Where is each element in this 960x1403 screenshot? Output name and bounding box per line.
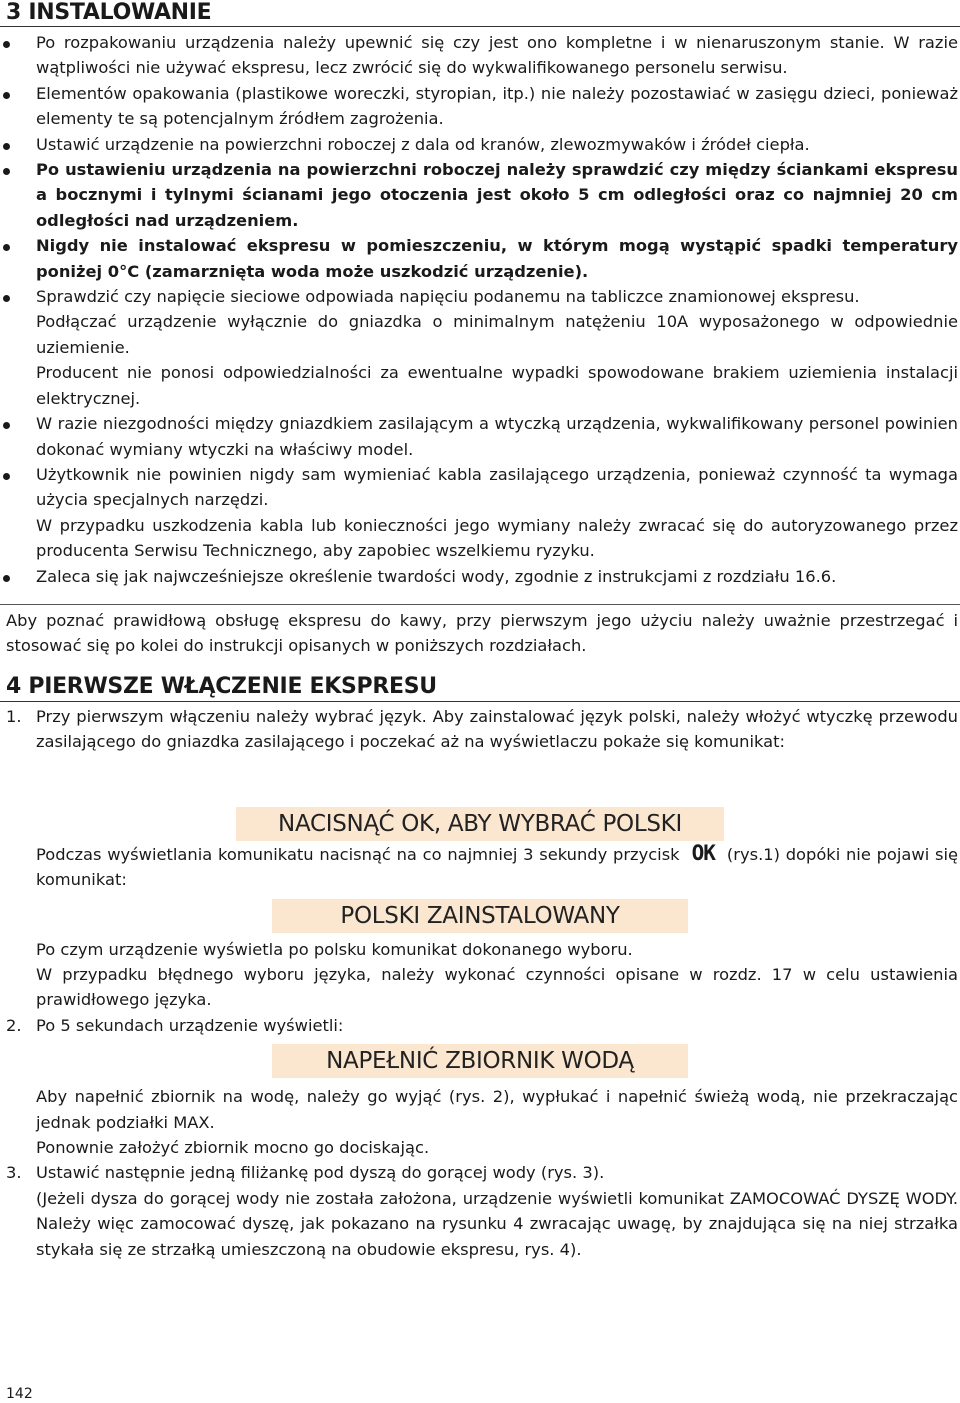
bullet-icon xyxy=(3,41,10,48)
bullet-icon xyxy=(3,244,10,251)
step-number: 1. xyxy=(6,707,22,726)
list-item-continuation: Podłączać urządzenie wyłącznie do gniazdka o minimalnym natężeniu 10A wyposażonego w odpowiednie uziemienie. xyxy=(36,312,958,357)
step-2: 2. Po 5 sekundach urządzenie wyświetli: NAPEŁNIĆ ZBIORNIK WODĄ Aby napełnić zbiornik na wodę, należy go wyjąć (rys. 2), wypłukać i napełnić świeżą wodą, nie przekraczając jednak podziałki MAX. Ponownie założyć zbiornik mocno go dociskając. xyxy=(0,1013,960,1161)
list-item-continuation: W przypadku uszkodzenia kabla lub konieczności jego wymiany należy zwracać się do autoryzowanego przez producenta Serwisu Technicznego, aby zapobiec wszelkiemu ryzyku. xyxy=(36,515,958,561)
bullet-icon xyxy=(3,143,10,150)
installation-list xyxy=(0,30,960,589)
intro-paragraph: Aby poznać prawidłową obsługę ekspresu do kawy, przy pierwszym jego użyciu należy uważnie przestrzegać i stosować się po kolei do instrukcji opisanych w poniższych rozdziałach. xyxy=(6,611,958,656)
step-text: Po czym urządzenie wyświetla po polsku komunikat dokonanego wyboru. xyxy=(36,939,633,959)
bullet-icon xyxy=(3,473,10,480)
list-item: Użytkownik nie powinien nigdy sam wymieniać kabla zasilającego urządzenia, ponieważ czynność ta wymaga użycia specjalnych narzędzi. W przypadku uszkodzenia kabla lub konieczności jego wymiany należy zwracać się do autoryzowanego przez producenta Serwisu Technicznego, aby zapobiec wszelkiemu ryzyku. xyxy=(0,462,960,564)
list-item: Ustawić urządzenie na powierzchni roboczej z dala od kranów, zlewozmywaków i źródeł ciepła. xyxy=(0,132,960,157)
step-text: Aby napełnić zbiornik na wodę, należy go wyjąć (rys. 2), wypłukać i napełnić świeżą wodą, nie przekraczając jednak podziałki MAX. xyxy=(36,1087,958,1132)
section-3-title: 3 INSTALOWANIE xyxy=(6,0,212,25)
step-3: 3. Ustawić następnie jedną filiżankę pod dyszą do gorącej wody (rys. 3). (Jeżeli dysza do gorącej wody nie została założona, urządzenie wyświetli komunikat ZAMOCOWAĆ DYSZĘ WODY. Należy więc zamocować dyszę, jak pokazano na rysunku 4 zwracając uwagę, by znajdująca się na niej strzałka stykała się ze strzałką umieszczoną na obudowie ekspresu, rys. 4). xyxy=(0,1160,960,1262)
bullet-icon xyxy=(3,168,10,175)
list-item: Sprawdzić czy napięcie sieciowe odpowiada napięciu podanemu na tabliczce znamionowej ekspresu. Podłączać urządzenie wyłącznie do gniazdka o minimalnym natężeniu 10A wyposażonego w odpowiednie uziemienie. Producent nie ponosi odpowiedzialności za ewentualne wypadki spowodowane brakiem uziemienia instalacji elektrycznej. xyxy=(0,284,960,411)
bullet-icon xyxy=(3,92,10,99)
step-1: 1. Przy pierwszym włączeniu należy wybrać język. Aby zainstalować język polski, należy włożyć wtyczkę przewodu zasilającego do gniazdka zasilającego i poczekać aż na wyświetlaczu pokaże się komunikat: NACISNĄĆ OK, ABY WYBRAĆ POLSKI Podczas wyświetlania komunikatu nacisnąć na co najmniej 3 sekundy przycisk OK (rys.1) dopóki nie pojawi się komunikat: POLSKI ZAINSTALOWANY Po czym urządzenie wyświetla po polsku komunikat dokonanego wyboru. W przypadku błędnego wyboru języka, należy wykonać czynności opisane w rozdz. 17 w celu ustawienia prawidłowego języka. xyxy=(0,704,960,1013)
first-start-steps xyxy=(0,704,960,1262)
bullet-icon xyxy=(3,295,10,302)
page-number: 142 xyxy=(6,1386,33,1402)
list-item: Nigdy nie instalować ekspresu w pomieszczeniu, w którym mogą wystąpić spadki temperatury poniżej 0°C (zamarznięta woda może uszkodzić urządzenie). xyxy=(0,233,960,284)
step-number: 3. xyxy=(6,1163,22,1183)
separator-rule xyxy=(0,604,960,605)
display-message-select-polish: NACISNĄĆ OK, ABY WYBRAĆ POLSKI xyxy=(236,807,724,841)
step-text: (Jeżeli dysza do gorącej wody nie została założona, urządzenie wyświetli komunikat ZAMOCOWAĆ DYSZĘ WODY. Należy więc zamocować dyszę, jak pokazano na rysunku 4 zwracając uwagę, by znajdująca się na niej strzałka stykała się ze strzałką umieszczoną na obudowie ekspresu, rys. 4). xyxy=(36,1188,958,1259)
step-number: 2. xyxy=(6,1015,22,1035)
display-message-polish-installed: POLSKI ZAINSTALOWANY xyxy=(272,899,688,933)
list-item: Zaleca się jak najwcześniejsze określenie twardości wody, zgodnie z instrukcjami z rozdziału 16.6. xyxy=(0,564,960,589)
list-item: Elementów opakowania (plastikowe woreczki, styropian, itp.) nie należy pozostawiać w zasięgu dzieci, ponieważ elementy te są potencjalnym źródłem zagrożenia. xyxy=(0,81,960,132)
list-item-continuation: Producent nie ponosi odpowiedzialności za ewentualne wypadki spowodowane brakiem uziemienia instalacji elektrycznej. xyxy=(36,363,958,408)
display-message-fill-tank: NAPEŁNIĆ ZBIORNIK WODĄ xyxy=(272,1044,688,1078)
section-4-rule xyxy=(0,701,960,702)
step-text: W przypadku błędnego wyboru języka, należy wykonać czynności opisane w rozdz. 17 w celu ustawienia prawidłowego języka. xyxy=(36,965,958,1010)
press-ok-paragraph: Podczas wyświetlania komunikatu nacisnąć na co najmniej 3 sekundy przycisk OK (rys.1) dopóki nie pojawi się komunikat: xyxy=(36,840,958,890)
step-text: Ponownie założyć zbiornik mocno go dociskając. xyxy=(36,1138,430,1158)
bullet-icon xyxy=(3,422,10,429)
bullet-icon xyxy=(3,575,10,582)
list-item: Po rozpakowaniu urządzenia należy upewnić się czy jest ono kompletne i w nienaruszonym stanie. W razie wątpliwości nie używać ekspresu, lecz zwrócić się do wykwalifikowanego personelu serwisu. xyxy=(0,30,960,81)
ok-button-icon: OK xyxy=(691,840,715,865)
section-4-title: 4 PIERWSZE WŁĄCZENIE EKSPRESU xyxy=(6,674,437,699)
list-item: Po ustawieniu urządzenia na powierzchni roboczej należy sprawdzić czy między ściankami ekspresu a bocznymi i tylnymi ścianami jego otoczenia jest około 5 cm odległości oraz co najmniej 20 cm odległości nad urządzeniem. xyxy=(0,157,960,233)
section-3-rule xyxy=(0,26,960,27)
list-item: W razie niezgodności między gniazdkiem zasilającym a wtyczką urządzenia, wykwalifikowany personel powinien dokonać wymiany wtyczki na właściwy model. xyxy=(0,411,960,462)
